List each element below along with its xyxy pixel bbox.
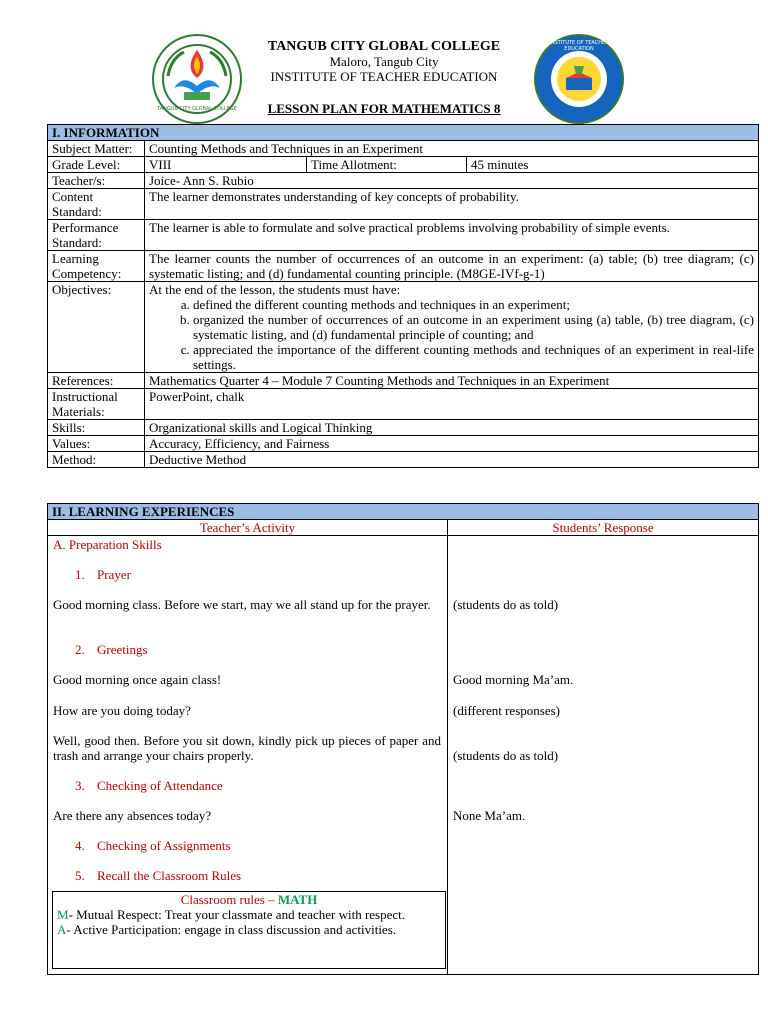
objectives-cell	[145, 282, 759, 373]
learning-table	[47, 503, 759, 975]
institute-name: INSTITUTE OF TEACHER EDUCATION	[270, 69, 498, 84]
competency-value: The learner counts the number of occurrences of an outcome in an experiment: (a) table; (b) tree diagram; (c) systematic listing; and (d) fundamental counting principle. (M8GE-IVf-g-1)	[145, 251, 759, 282]
rule-m-letter: M	[57, 907, 69, 922]
step-2-number: 2.	[75, 642, 85, 657]
skills-value: Organizational skills and Logical Thinking	[145, 420, 759, 436]
student-response-4: (students do as told)	[453, 748, 559, 763]
institute-logo-text: INSTITUTE OF TEACHER EDUCATION	[549, 40, 609, 52]
lesson-plan-title	[0, 101, 768, 117]
subject-label: Subject Matter:	[48, 141, 145, 157]
time-label: Time Allotment:	[307, 157, 467, 173]
values-value: Accuracy, Efficiency, and Fairness	[145, 436, 759, 452]
college-logo-text: TANGUB CITY GLOBAL COLLEGE	[157, 106, 237, 112]
rule-m	[57, 907, 441, 922]
method-label: Method:	[48, 452, 145, 468]
teacher-activity-column	[48, 536, 448, 975]
teacher-line-3: How are you doing today?	[53, 703, 191, 718]
student-response-5: None Ma’am.	[453, 808, 526, 823]
teacher-activity-header: Teacher’s Activity	[48, 520, 448, 536]
lesson-plan-title-text: LESSON PLAN FOR MATHEMATICS 8	[267, 101, 501, 116]
subject-value: Counting Methods and Techniques in an Experiment	[145, 141, 759, 157]
step-1-number: 1.	[75, 567, 85, 582]
competency-label: Learning Competency:	[48, 251, 145, 282]
rule-a-letter: A	[57, 922, 67, 937]
student-response-2: Good morning Ma’am.	[453, 672, 574, 687]
objectives-label: Objectives:	[48, 282, 145, 373]
time-value: 45 minutes	[467, 157, 759, 173]
step-4-assignments: Checking of Assignments	[97, 838, 231, 853]
objectives-intro: At the end of the lesson, the students must have:	[149, 282, 401, 297]
teacher-line-1: Good morning class. Before we start, may we all stand up for the prayer.	[53, 597, 431, 612]
classroom-rules-box	[52, 891, 446, 969]
objective-item: a. defined the different counting methods and techniques in an experiment;	[193, 297, 754, 312]
content-label: Content Standard:	[48, 189, 145, 220]
method-value: Deductive Method	[145, 452, 759, 468]
step-2-greetings: Greetings	[97, 642, 148, 657]
objective-item: c. appreciated the importance of the different counting methods and techniques of an experiment in real-life settings.	[193, 342, 754, 372]
grade-value: VIII	[145, 157, 307, 173]
rule-a	[57, 922, 441, 937]
objectives-list	[149, 297, 754, 372]
rule-m-text: - Mutual Respect: Treat your classmate and teacher with respect.	[68, 907, 406, 922]
values-label: Values:	[48, 436, 145, 452]
step-3-number: 3.	[75, 778, 85, 793]
materials-value: PowerPoint, chalk	[145, 389, 759, 420]
rules-title-math: MATH	[277, 892, 318, 907]
learning-heading: II. LEARNING EXPERIENCES	[48, 504, 759, 520]
performance-label: Performance Standard:	[48, 220, 145, 251]
rule-a-text: - Active Participation: engage in class discussion and activities.	[66, 922, 397, 937]
skills-label: Skills:	[48, 420, 145, 436]
student-response-1: (students do as told)	[453, 597, 559, 612]
teacher-line-5: Are there any absences today?	[53, 808, 212, 823]
teacher-label: Teacher/s:	[48, 173, 145, 189]
teacher-line-2: Good morning once again class!	[53, 672, 222, 687]
step-3-attendance: Checking of Attendance	[97, 778, 223, 793]
information-heading: I. INFORMATION	[48, 125, 759, 141]
information-table	[47, 124, 759, 468]
teacher-value: Joice- Ann S. Rubio	[145, 173, 759, 189]
grade-label: Grade Level:	[48, 157, 145, 173]
step-5-recall-rules: Recall the Classroom Rules	[97, 868, 242, 883]
references-value: Mathematics Quarter 4 – Module 7 Counting Methods and Techniques in an Experiment	[145, 373, 759, 389]
teacher-line-4: Well, good then. Before you sit down, kindly pick up pieces of paper and trash and arrange your chairs properly.	[53, 733, 441, 763]
students-response-column	[448, 536, 759, 975]
college-address: Maloro, Tangub City	[329, 54, 439, 69]
step-1-prayer: Prayer	[97, 567, 131, 582]
rules-title-text: Classroom rules –	[180, 892, 275, 907]
student-response-3: (different responses)	[453, 703, 560, 718]
content-value: The learner demonstrates understanding of key concepts of probability.	[145, 189, 759, 220]
preparation-skills: A. Preparation Skills	[53, 537, 162, 552]
rules-title	[57, 892, 441, 907]
students-response-header: Students’ Response	[448, 520, 759, 536]
step-4-number: 4.	[75, 838, 85, 853]
step-5-number: 5.	[75, 868, 85, 883]
materials-label: Instructional Materials:	[48, 389, 145, 420]
college-name: TANGUB CITY GLOBAL COLLEGE	[267, 39, 501, 54]
performance-value: The learner is able to formulate and solve practical problems involving probability of simple events.	[145, 220, 759, 251]
objective-item: b. organized the number of occurrences of an outcome in an experiment using (a) table, (b) tree diagram, (c) systematic listing, and (d) fundamental principle of counting; and	[193, 312, 754, 342]
references-label: References:	[48, 373, 145, 389]
